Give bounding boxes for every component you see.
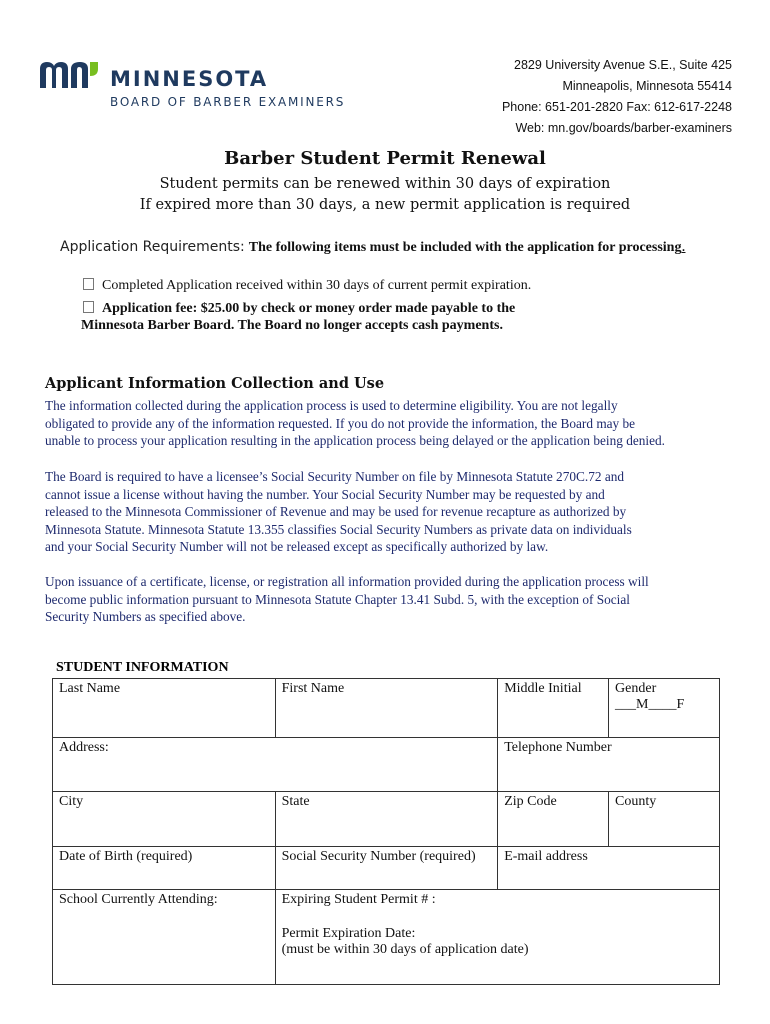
requirement-item: Completed Application received within 30 days of current permit expiration. — [83, 278, 531, 294]
logo-name: MINNESOTA — [110, 67, 269, 91]
subtitle-line: If expired more than 30 days, a new permit application is required — [139, 197, 631, 213]
address-field[interactable]: Address: — [53, 738, 498, 792]
address-line: 2829 University Avenue S.E., Suite 425 — [514, 58, 732, 72]
permit-expiration-note: (must be within 30 days of application date) — [281, 942, 529, 957]
student-info-heading: STUDENT INFORMATION — [56, 660, 229, 675]
info-paragraph: The information collected during the application process is used to determine eligibility. You are not legally obligated to provide any of the information requested. If you do not provide the information, the Board may be unable to process your application resulting in the application process being delayed or the application being denied. — [45, 398, 665, 448]
info-paragraph: The Board is required to have a licensee’s Social Security Number on file by Minnesota Statute 270C.72 and cannot issue a license without having the number. Your Social Security Number may be requested by and released to the Minnesota Commissioner of Revenue and may be used for revenue recapture as authorized by Minnesota Statute. Minnesota Statute 13.355 classifies Social Security Numbers as private data on individuals and your Social Security Number will not be released except as specifically authorized by law. — [45, 469, 632, 554]
first-name-field[interactable]: First Name — [275, 679, 498, 738]
application-requirements — [60, 238, 750, 256]
gender-field[interactable]: Gender ___M____F — [609, 679, 720, 738]
permit-expiration-label: Permit Expiration Date: — [281, 926, 416, 941]
web-line: Web: mn.gov/boards/barber-examiners — [515, 121, 732, 135]
permit-field[interactable] — [275, 890, 719, 985]
page-title: Barber Student Permit Renewal — [224, 148, 546, 169]
expiring-permit-label: Expiring Student Permit # : — [281, 892, 436, 907]
board-address — [502, 55, 732, 139]
gender-options: ___M____F — [615, 697, 685, 712]
student-info-table — [52, 678, 720, 985]
checkbox-icon — [83, 278, 94, 290]
last-name-field[interactable]: Last Name — [53, 679, 276, 738]
school-field[interactable]: School Currently Attending: — [53, 890, 276, 985]
address-line: Minneapolis, Minnesota 55414 — [562, 79, 732, 93]
requirements-text: The following items must be included with the application for processing — [248, 240, 682, 255]
section-title: Applicant Information Collection and Use — [45, 375, 385, 392]
requirements-lead: Application Requirements: — [60, 239, 245, 255]
logo-subtitle: BOARD OF BARBER EXAMINERS — [110, 95, 346, 109]
city-field[interactable]: City — [53, 792, 276, 847]
zip-field[interactable]: Zip Code — [498, 792, 609, 847]
requirement-item: Application fee: $25.00 by check or money order made payable to the — [83, 301, 515, 317]
state-field[interactable]: State — [275, 792, 498, 847]
telephone-field[interactable]: Telephone Number — [498, 738, 720, 792]
middle-initial-field[interactable]: Middle Initial — [498, 679, 609, 738]
county-field[interactable]: County — [609, 792, 720, 847]
info-paragraph: Upon issuance of a certificate, license, or registration all information provided during the application process will become public information pursuant to Minnesota Statute Chapter 13.41 Subd. 5, with the exception of Social Security Numbers as specified above. — [45, 574, 649, 624]
requirements-period: . — [681, 238, 686, 255]
phone-line: Phone: 651-201-2820 Fax: 612-617-2248 — [501, 100, 732, 114]
requirement-item-continued: Minnesota Barber Board. The Board no longer accepts cash payments. — [81, 318, 503, 333]
email-field[interactable]: E-mail address — [498, 847, 720, 890]
checkbox-icon — [83, 301, 94, 313]
ssn-field[interactable]: Social Security Number (required) — [275, 847, 498, 890]
dob-field[interactable]: Date of Birth (required) — [53, 847, 276, 890]
mn-logo-icon — [38, 60, 100, 90]
subtitle-line: Student permits can be renewed within 30 days of expiration — [159, 176, 611, 192]
